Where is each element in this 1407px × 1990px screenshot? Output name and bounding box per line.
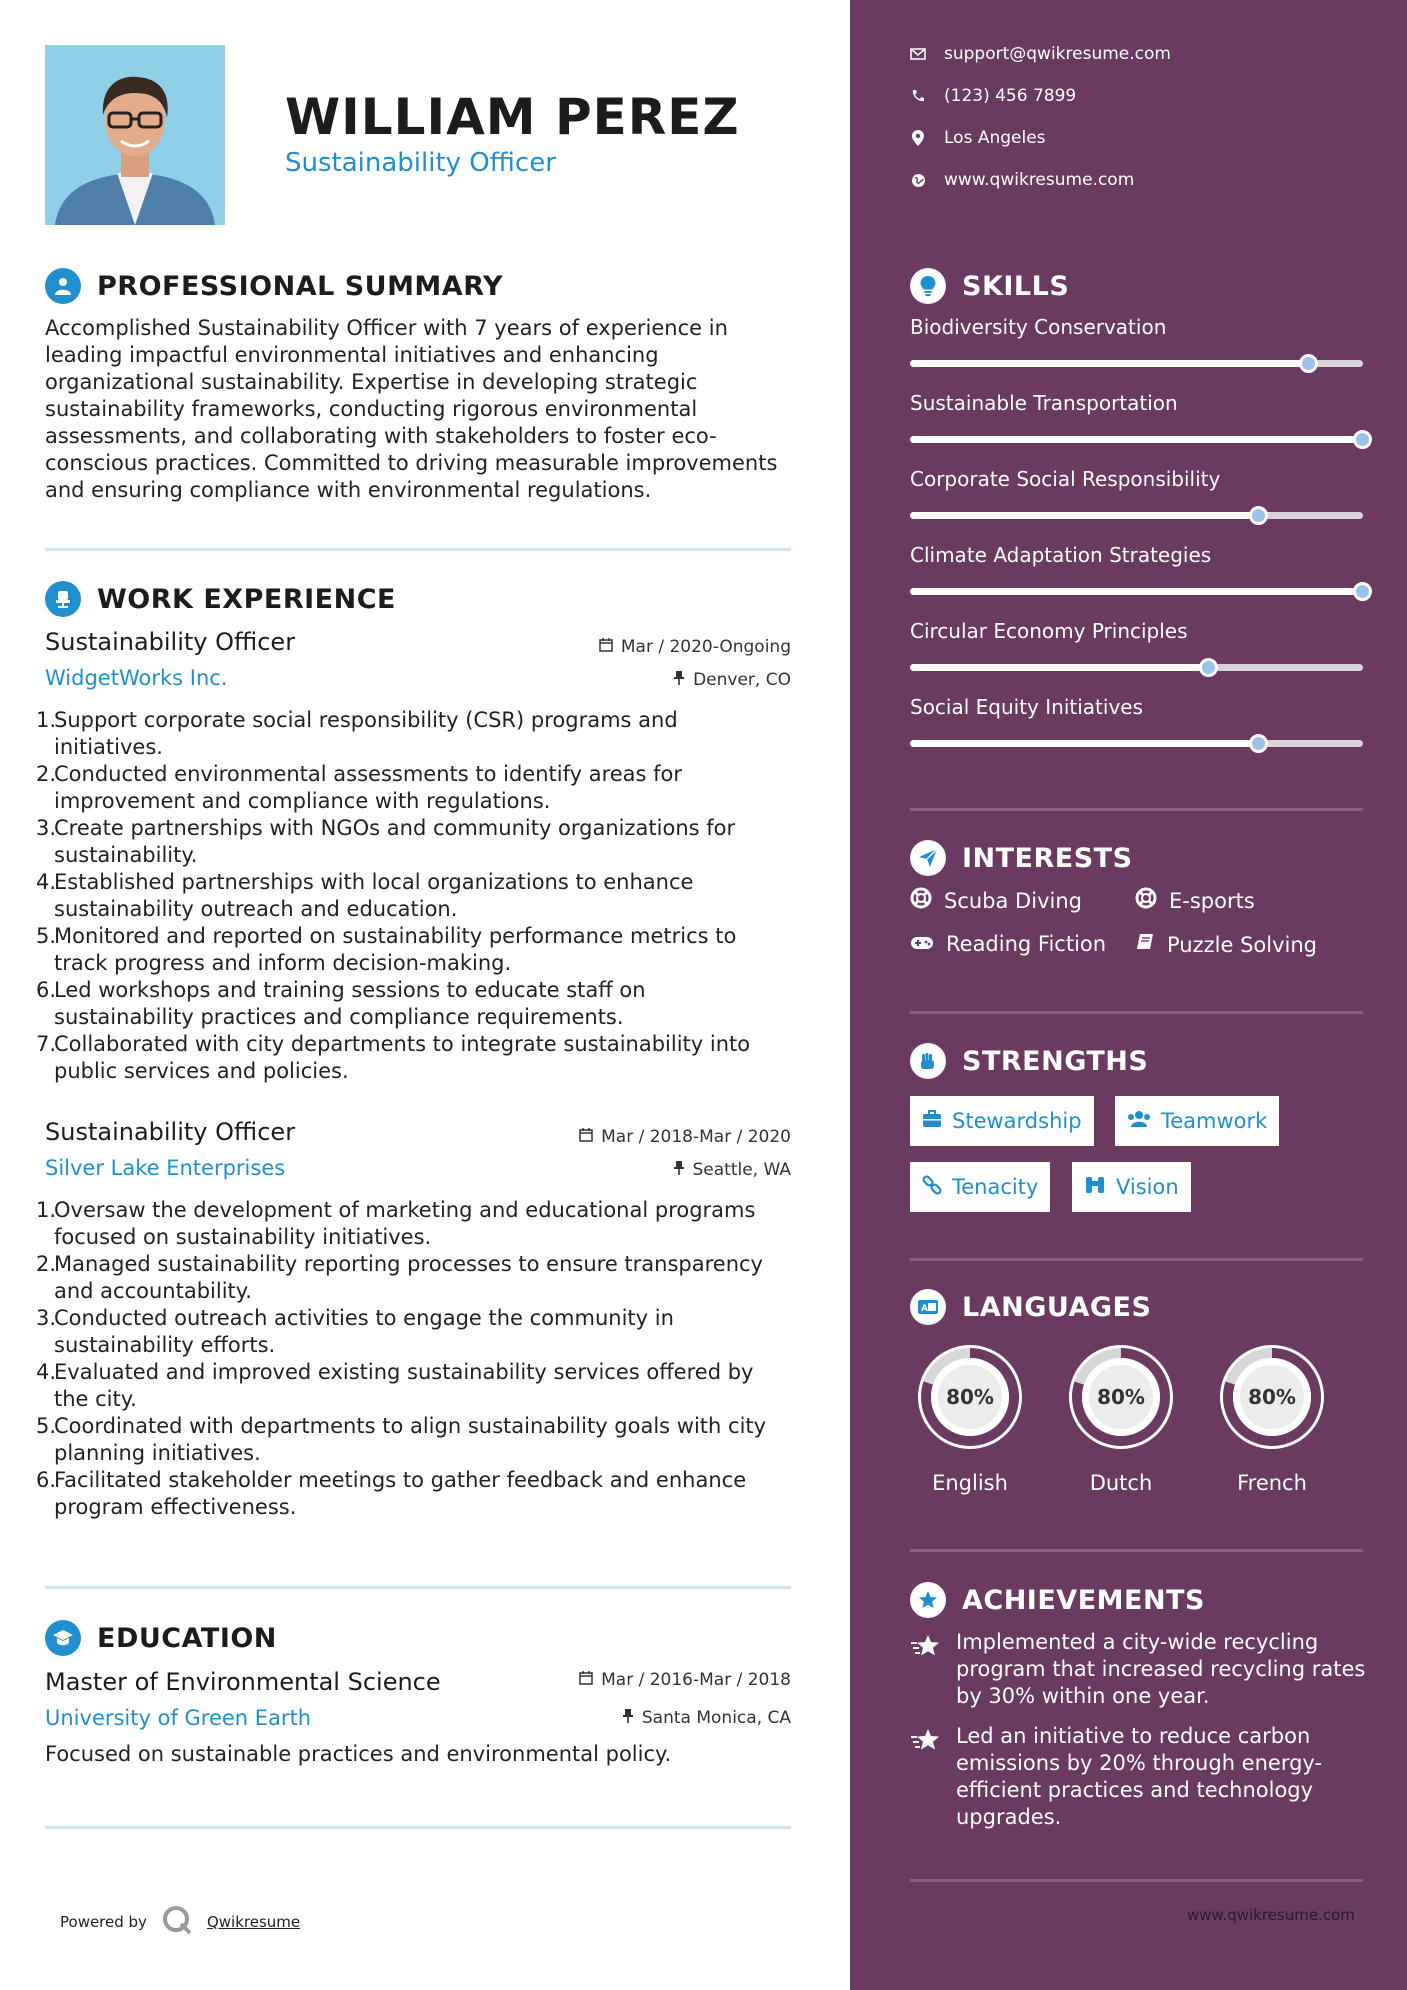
strength-chip: [910, 1096, 1094, 1146]
summary-text: Accomplished Sustainability Officer with 7 years of experience in leading impactful environmental initiatives and enhancing organizational sustainability. Expertise in developing strategic sustainability frameworks, conducting rigorous environmental assessments, and collaborating with stakeholders to foster eco-conscious practices. Committed to driving measurable improvements and ensuring compliance with environmental regulations.: [45, 316, 778, 502]
star-badge-icon: [910, 1582, 946, 1618]
lifebuoy-icon: [910, 887, 932, 914]
star-icon: [910, 1629, 942, 1710]
svg-text:A: A: [921, 1304, 928, 1314]
job-dates: [599, 637, 791, 657]
skill-bar-fill: [910, 740, 1259, 747]
skill-bar-fill: [910, 664, 1209, 671]
duty-item: [36, 815, 786, 869]
lightbulb-icon: [910, 268, 946, 304]
skill-bar-fill: [910, 360, 1309, 367]
achievement-text: Led an initiative to reduce carbon emissions by 20% through energy-efficient practices and technology upgrades.: [956, 1724, 1323, 1829]
fist-icon: [910, 1043, 946, 1079]
user-icon: [45, 268, 81, 304]
calendar-icon: [579, 1670, 593, 1690]
job-title: Sustainability Officer: [45, 628, 296, 656]
duty-text: Coordinated with departments to align sustainability goals with city planning initiatives.: [54, 1414, 767, 1465]
powered-by-label: Powered by: [60, 1913, 147, 1931]
globe-icon: [910, 173, 926, 188]
interest-item: [910, 887, 1082, 914]
duty-number: 6.: [36, 978, 57, 1002]
skill-level-knob: [1353, 430, 1372, 449]
job-location-text: Seattle, WA: [692, 1160, 791, 1180]
strengths-heading: [910, 1043, 1148, 1079]
section-divider: [45, 548, 791, 551]
skills-heading: [910, 268, 1069, 304]
contact-website-text[interactable]: www.qwikresume.com: [944, 170, 1135, 190]
section-divider: [910, 1011, 1363, 1014]
skill-level-knob: [1249, 506, 1268, 525]
achievement-text: Implemented a city-wide recycling program that increased recycling rates by 30% within one year.: [956, 1630, 1366, 1708]
chair-icon: [45, 581, 81, 617]
education-dates: [579, 1670, 791, 1690]
duty-text: Established partnerships with local organizations to enhance sustainability outreach and education.: [54, 870, 694, 921]
qwikresume-link[interactable]: Qwikresume: [206, 1913, 301, 1931]
duty-number: 2.: [36, 762, 57, 786]
education-location: [622, 1708, 791, 1728]
duty-item: [36, 761, 786, 815]
duty-text: Monitored and reported on sustainability performance metrics to track progress and inform decision-making.: [54, 924, 737, 975]
skill-label: Corporate Social Responsibility: [910, 467, 1221, 491]
contact-location-text: Los Angeles: [944, 128, 1046, 148]
translate-icon: [910, 1289, 946, 1325]
summary-heading: [45, 268, 503, 304]
skill-label: Social Equity Initiatives: [910, 695, 1143, 719]
duty-number: 6.: [36, 1468, 57, 1492]
skill-label: Biodiversity Conservation: [910, 315, 1167, 339]
book-icon: [1135, 932, 1155, 957]
candidate-name: WILLIAM PEREZ: [285, 88, 740, 146]
gamepad-icon: [910, 932, 934, 956]
duty-text: Managed sustainability reporting processes to ensure transparency and accountability.: [54, 1252, 763, 1303]
graduation-cap-icon: [45, 1620, 81, 1656]
contact-location: [910, 128, 1046, 148]
users-icon: [1127, 1109, 1151, 1133]
education-dates-text: Mar / 2016-Mar / 2018: [601, 1670, 791, 1690]
education-description: Focused on sustainable practices and environmental policy.: [45, 1742, 672, 1766]
map-pin-icon: [910, 130, 926, 146]
duty-text: Led workshops and training sessions to educate staff on sustainability practices and compliance requirements.: [54, 978, 646, 1029]
link-icon: [922, 1175, 942, 1200]
section-divider: [45, 1586, 791, 1589]
interest-label: Reading Fiction: [946, 932, 1107, 956]
duty-number: 5.: [36, 924, 57, 948]
binoculars-icon: [1084, 1175, 1106, 1200]
strength-chip: [1115, 1096, 1279, 1146]
job-location-text: Denver, CO: [693, 670, 791, 690]
achievements-heading: [910, 1582, 1205, 1618]
contact-email: [910, 44, 1171, 64]
powered-by: [60, 1904, 300, 1940]
languages-heading: [910, 1289, 1151, 1325]
strength-label: Teamwork: [1161, 1109, 1268, 1133]
section-divider: [910, 1549, 1363, 1552]
language-item: [910, 1337, 1030, 1495]
job-dates-text: Mar / 2020-Ongoing: [620, 637, 791, 657]
education-heading: [45, 1620, 277, 1656]
duty-text: Facilitated stakeholder meetings to gather feedback and enhance program effectiveness.: [54, 1468, 747, 1519]
duty-text: Create partnerships with NGOs and community organizations for sustainability.: [54, 816, 736, 867]
contact-email-text[interactable]: support@qwikresume.com: [944, 44, 1171, 64]
duty-number: 1.: [36, 708, 57, 732]
pin-icon: [622, 1708, 634, 1728]
language-item: [1061, 1337, 1181, 1495]
skill-level-knob: [1199, 658, 1218, 677]
language-name: French: [1237, 1471, 1307, 1495]
envelope-icon: [910, 48, 926, 60]
job-dates: [579, 1127, 791, 1147]
sidebar: [850, 0, 1407, 1990]
interests-title: INTERESTS: [962, 842, 1133, 874]
company-name: WidgetWorks Inc.: [45, 666, 228, 690]
profile-photo: [45, 45, 225, 225]
skill-label: Circular Economy Principles: [910, 619, 1188, 643]
job-location: [673, 670, 791, 690]
job-title: Sustainability Officer: [45, 1118, 296, 1146]
skill-bar: [910, 360, 1363, 367]
language-percent: 80%: [1248, 1385, 1296, 1409]
skill-label: Sustainable Transportation: [910, 391, 1178, 415]
skill-bar: [910, 664, 1363, 671]
star-icon: [910, 1723, 942, 1831]
section-divider: [910, 1879, 1363, 1882]
candidate-role: Sustainability Officer: [285, 148, 556, 178]
experience-heading: [45, 581, 396, 617]
interest-item: [910, 932, 1106, 956]
interest-label: Puzzle Solving: [1167, 932, 1317, 957]
language-percent: 80%: [1097, 1385, 1145, 1409]
job-dates-text: Mar / 2018-Mar / 2020: [601, 1127, 791, 1147]
duty-number: 7.: [36, 1032, 57, 1056]
company-name: Silver Lake Enterprises: [45, 1156, 286, 1180]
duty-item: [36, 977, 786, 1031]
calendar-icon: [599, 637, 613, 657]
duty-item: [36, 1359, 786, 1413]
language-name: Dutch: [1089, 1471, 1153, 1495]
job-duties: [36, 707, 786, 1085]
interest-label: E-sports: [1169, 888, 1255, 913]
languages-title: LANGUAGES: [962, 1291, 1152, 1323]
pin-icon: [673, 670, 685, 690]
duty-number: 5.: [36, 1414, 57, 1438]
duty-number: 3.: [36, 1306, 57, 1330]
interest-label: Scuba Diving: [944, 888, 1082, 913]
skill-bar: [910, 740, 1363, 747]
skill-bar-fill: [910, 588, 1363, 595]
strength-label: Tenacity: [952, 1175, 1039, 1199]
skill-label: Climate Adaptation Strategies: [910, 543, 1212, 567]
duty-number: 4.: [36, 870, 57, 894]
education-location-text: Santa Monica, CA: [641, 1708, 791, 1728]
duty-number: 3.: [36, 816, 57, 840]
footer-url[interactable]: www.qwikresume.com: [1187, 1906, 1355, 1924]
strength-label: Stewardship: [952, 1109, 1082, 1133]
duty-item: [36, 869, 786, 923]
school-name: University of Green Earth: [45, 1706, 312, 1730]
language-percent: 80%: [946, 1385, 994, 1409]
duty-item: [36, 1251, 786, 1305]
calendar-icon: [579, 1127, 593, 1147]
duty-number: 2.: [36, 1252, 57, 1276]
achievement-item: [910, 1723, 1370, 1831]
paper-plane-icon: [910, 840, 946, 876]
education-title: EDUCATION: [97, 1622, 277, 1654]
section-divider: [45, 1826, 791, 1829]
duty-text: Oversaw the development of marketing and educational programs focused on sustainability initiatives.: [54, 1198, 756, 1249]
duty-item: [36, 1031, 786, 1085]
strengths-title: STRENGTHS: [962, 1045, 1149, 1077]
interest-item: [1135, 932, 1317, 957]
skills-title: SKILLS: [962, 270, 1070, 302]
skill-level-knob: [1249, 734, 1268, 753]
duty-text: Conducted environmental assessments to identify areas for improvement and compliance with regulations.: [54, 762, 683, 813]
duty-item: [36, 1413, 786, 1467]
summary-title: PROFESSIONAL SUMMARY: [97, 270, 504, 302]
contact-phone-text: (123) 456 7899: [944, 86, 1077, 106]
achievements-title: ACHIEVEMENTS: [962, 1584, 1205, 1616]
contact-phone: [910, 86, 1076, 106]
strength-chip: [1072, 1162, 1191, 1212]
duty-number: 4.: [36, 1360, 57, 1384]
duty-item: [36, 1467, 786, 1521]
degree-title: Master of Environmental Science: [45, 1668, 441, 1696]
skill-bar-fill: [910, 436, 1363, 443]
skill-bar: [910, 588, 1363, 595]
strength-label: Vision: [1116, 1175, 1179, 1199]
duty-text: Conducted outreach activities to engage the community in sustainability efforts.: [54, 1306, 674, 1357]
duty-item: [36, 923, 786, 977]
duty-item: [36, 1305, 786, 1359]
job-location: [673, 1160, 792, 1180]
skill-bar: [910, 436, 1363, 443]
contact-website: [910, 170, 1134, 190]
briefcase-icon: [922, 1109, 942, 1133]
language-item: [1212, 1337, 1332, 1495]
section-divider: [910, 808, 1363, 811]
job-duties: [36, 1197, 786, 1521]
section-divider: [910, 1258, 1363, 1261]
duty-text: Evaluated and improved existing sustainability services offered by the city.: [54, 1360, 754, 1411]
skill-level-knob: [1299, 354, 1318, 373]
pin-icon: [673, 1160, 685, 1180]
language-name: English: [932, 1471, 1008, 1495]
duty-text: Collaborated with city departments to integrate sustainability into public services and policies.: [54, 1032, 751, 1083]
phone-icon: [910, 89, 926, 103]
interests-heading: [910, 840, 1133, 876]
skill-bar: [910, 512, 1363, 519]
achievement-item: [910, 1629, 1370, 1710]
qwikresume-logo-icon: [161, 1904, 193, 1940]
skill-bar-fill: [910, 512, 1259, 519]
strength-chip: [910, 1162, 1050, 1212]
duty-text: Support corporate social responsibility (CSR) programs and initiatives.: [54, 708, 678, 759]
interest-item: [1135, 887, 1255, 914]
skill-level-knob: [1353, 582, 1372, 601]
duty-number: 1.: [36, 1198, 57, 1222]
duty-item: [36, 707, 786, 761]
duty-item: [36, 1197, 786, 1251]
experience-title: WORK EXPERIENCE: [97, 583, 396, 615]
lifebuoy-icon: [1135, 887, 1157, 914]
